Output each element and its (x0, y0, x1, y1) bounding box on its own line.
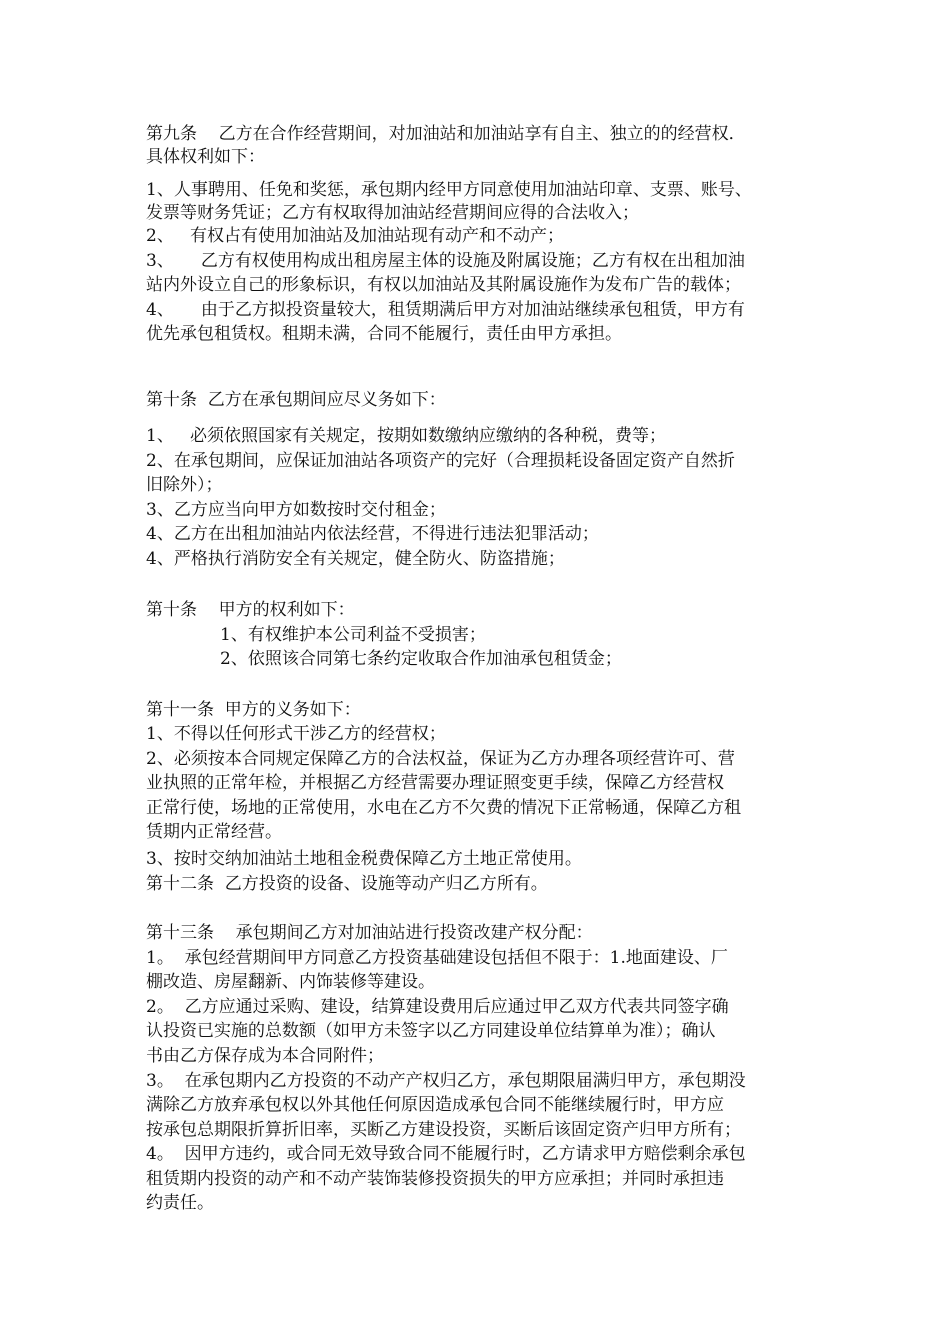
article-10b-item-2: 2、依照该合同第七条约定收取合作加油承包租赁金； (220, 649, 622, 669)
article-13-item-2: 2。 乙方应通过采购、建设，结算建设费用后应通过甲乙双方代表共同签字确 (146, 997, 729, 1017)
article-10-item-4: 4、乙方在出租加油站内依法经营，不得进行违法犯罪活动； (146, 524, 599, 544)
article-10-item-3: 3、乙方应当向甲方如数按时交付租金； (146, 500, 446, 520)
article-9-item-4-cont: 优先承包租赁权。租期未满，合同不能履行，责任由甲方承担。 (146, 324, 622, 344)
article-10-item-5: 4、严格执行消防安全有关规定，健全防火、防盗措施； (146, 549, 565, 569)
article-13-heading: 第十三条 承包期间乙方对加油站进行投资改建产权分配： (146, 923, 593, 943)
article-11-item-1: 1、不得以任何形式干涉乙方的经营权； (146, 724, 446, 744)
article-10-item-1: 1、 必须依照国家有关规定，按期如数缴纳应缴纳的各种税，费等； (146, 426, 667, 446)
article-9-line: 具体权利如下： (146, 147, 265, 167)
article-13-item-1-cont: 棚改造、房屋翻新、内饰装修等建设。 (146, 972, 435, 992)
article-13-item-4-cont: 约责任。 (146, 1193, 214, 1213)
article-10b-item-1: 1、有权维护本公司利益不受损害； (220, 625, 486, 645)
article-9-item-1-cont: 发票等财务凭证；乙方有权取得加油站经营期间应得的合法收入； (146, 203, 639, 223)
article-13-item-2-cont: 书由乙方保存成为本合同附件； (146, 1046, 384, 1066)
article-11-item-2-cont: 赁期内正常经营。 (146, 822, 282, 842)
article-9-item-2: 2、 有权占有使用加油站及加油站现有动产和不动产； (146, 226, 565, 246)
article-13-item-3-cont: 满除乙方放弃承包权以外其他任何原因造成承包合同不能继续履行时，甲方应 (146, 1095, 724, 1115)
article-11-heading: 第十一条 甲方的义务如下： (146, 700, 361, 720)
article-11-item-2: 2、必须按本合同规定保障乙方的合法权益，保证为乙方办理各项经营许可、营 (146, 749, 735, 769)
article-9-heading: 第九条 乙方在合作经营期间，对加油站和加油站享有自主、独立的的经营权． (146, 124, 746, 144)
article-11-item-3: 3、按时交纳加油站土地租金税费保障乙方土地正常使用。 (146, 849, 582, 869)
article-13-item-4: 4。 因甲方违约，或合同无效导致合同不能履行时，乙方请求甲方赔偿剩余承包 (146, 1144, 746, 1164)
article-11-item-2-cont: 正常行使，场地的正常使用，水电在乙方不欠费的情况下正常畅通，保障乙方租 (146, 798, 741, 818)
article-13-item-1: 1。 承包经营期间甲方同意乙方投资基础建设包括但不限于：1.地面建设、厂 (146, 948, 728, 968)
article-10-heading: 第十条 乙方在承包期间应尽义务如下： (146, 390, 446, 410)
article-9-item-3: 3、 乙方有权使用构成出租房屋主体的设施及附属设施；乙方有权在出租加油 (146, 251, 745, 271)
article-13-item-3: 3。 在承包期内乙方投资的不动产产权归乙方，承包期限届满归甲方，承包期没 (146, 1071, 746, 1091)
article-9-item-3-cont: 站内外设立自己的形象标识，有权以加油站及其附属设施作为发布广告的载体； (146, 275, 741, 295)
article-13-item-4-cont: 租赁期内投资的动产和不动产装饰装修投资损失的甲方应承担；并同时承担违 (146, 1169, 724, 1189)
article-13-item-3-cont: 按承包总期限折算折旧率，买断乙方建设投资，买断后该固定资产归甲方所有； (146, 1120, 741, 1140)
article-10-item-2-cont: 旧除外）； (146, 475, 223, 495)
article-9-item-4: 4、 由于乙方拟投资量较大，租赁期满后甲方对加油站继续承包租赁，甲方有 (146, 300, 745, 320)
article-10-item-2: 2、在承包期间，应保证加油站各项资产的完好（合理损耗设备固定资产自然折 (146, 451, 735, 471)
article-9-item-1: 1、人事聘用、任免和奖惩，承包期内经甲方同意使用加油站印章、支票、账号、 (146, 180, 752, 200)
article-13-item-2-cont: 认投资已实施的总数额（如甲方未签字以乙方同建设单位结算单为准）；确认 (146, 1021, 716, 1041)
article-11-item-2-cont: 业执照的正常年检，并根据乙方经营需要办理证照变更手续，保障乙方经营权 (146, 773, 724, 793)
article-12-heading: 第十二条 乙方投资的设备、设施等动产归乙方所有。 (146, 874, 548, 894)
article-10b-heading: 第十条 甲方的权利如下： (146, 600, 355, 620)
